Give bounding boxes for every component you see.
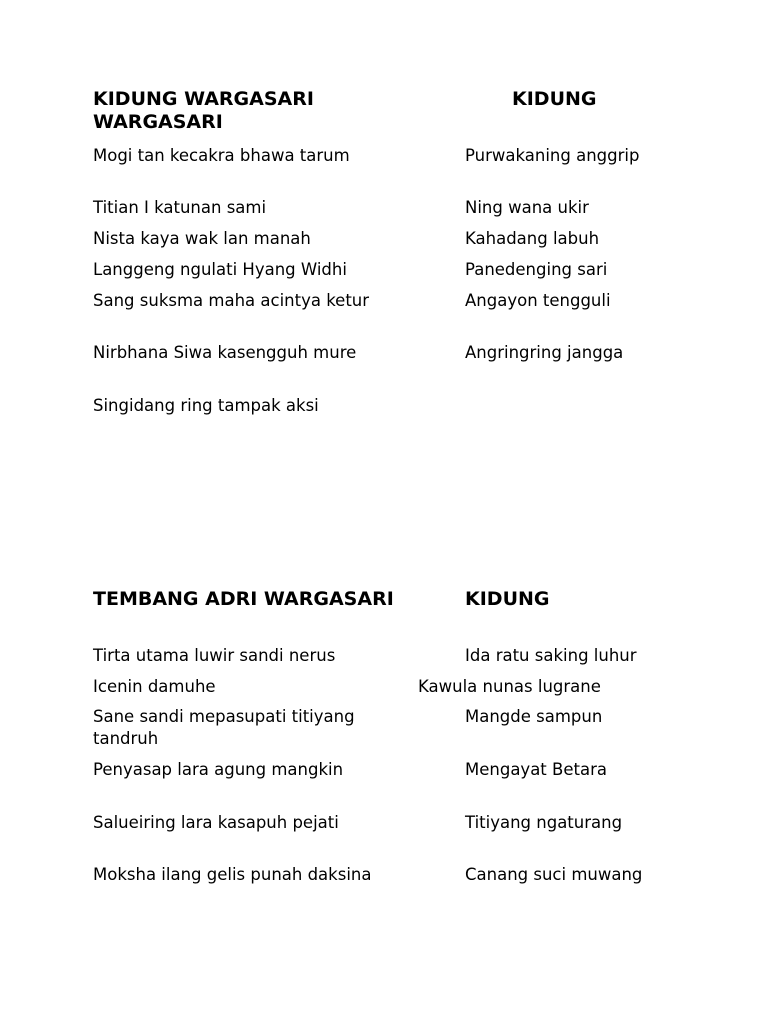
section1-heading-left: KIDUNG WARGASARI WARGASARI [93, 88, 314, 133]
section1-right-line: Ning wana ukir [465, 198, 589, 217]
section2-right-line: Kawula nunas lugrane [418, 677, 601, 696]
section2-left-line: Tirta utama luwir sandi nerus [93, 646, 336, 665]
section1-left-line: Titian I katunan sami [93, 198, 267, 217]
section2-left-line: Sane sandi mepasupati titiyang tandruh [93, 707, 355, 748]
section1-left-line: Singidang ring tampak aksi [93, 396, 319, 415]
section2-left-line: Icenin damuhe [93, 677, 216, 696]
section1-left-line: Sang suksma maha acintya ketur [93, 291, 370, 310]
section2-right-line: Canang suci muwang [465, 865, 643, 884]
section1-right-line: Purwakaning anggrip [465, 146, 640, 165]
section2-right-line: Titiyang ngaturang [465, 813, 623, 832]
section2-right-line: Mengayat Betara [465, 760, 607, 779]
section1-left-line: Nista kaya wak lan manah [93, 229, 311, 248]
section2-heading-left: TEMBANG ADRI WARGASARI [93, 588, 394, 610]
section2-left-line: Salueiring lara kasapuh pejati [93, 813, 339, 832]
section1-left-line: Mogi tan kecakra bhawa tarum [93, 146, 350, 165]
section1-right-line: Kahadang labuh [465, 229, 600, 248]
section2-left-line: Moksha ilang gelis punah daksina [93, 865, 372, 884]
section2-right-line: Ida ratu saking luhur [465, 646, 637, 665]
section1-heading-right: KIDUNG [512, 88, 597, 110]
section1-right-line: Panedenging sari [465, 260, 608, 279]
section2-right-line: Mangde sampun [465, 707, 603, 726]
section2-heading-right: KIDUNG [465, 588, 550, 610]
section1-right-line: Angayon tengguli [465, 291, 611, 310]
section1-left-line: Langgeng ngulati Hyang Widhi [93, 260, 347, 279]
section2-left-line: Penyasap lara agung mangkin [93, 760, 344, 779]
section1-left-line: Nirbhana Siwa kasengguh mure [93, 343, 357, 362]
section1-right-line: Angringring jangga [465, 343, 624, 362]
